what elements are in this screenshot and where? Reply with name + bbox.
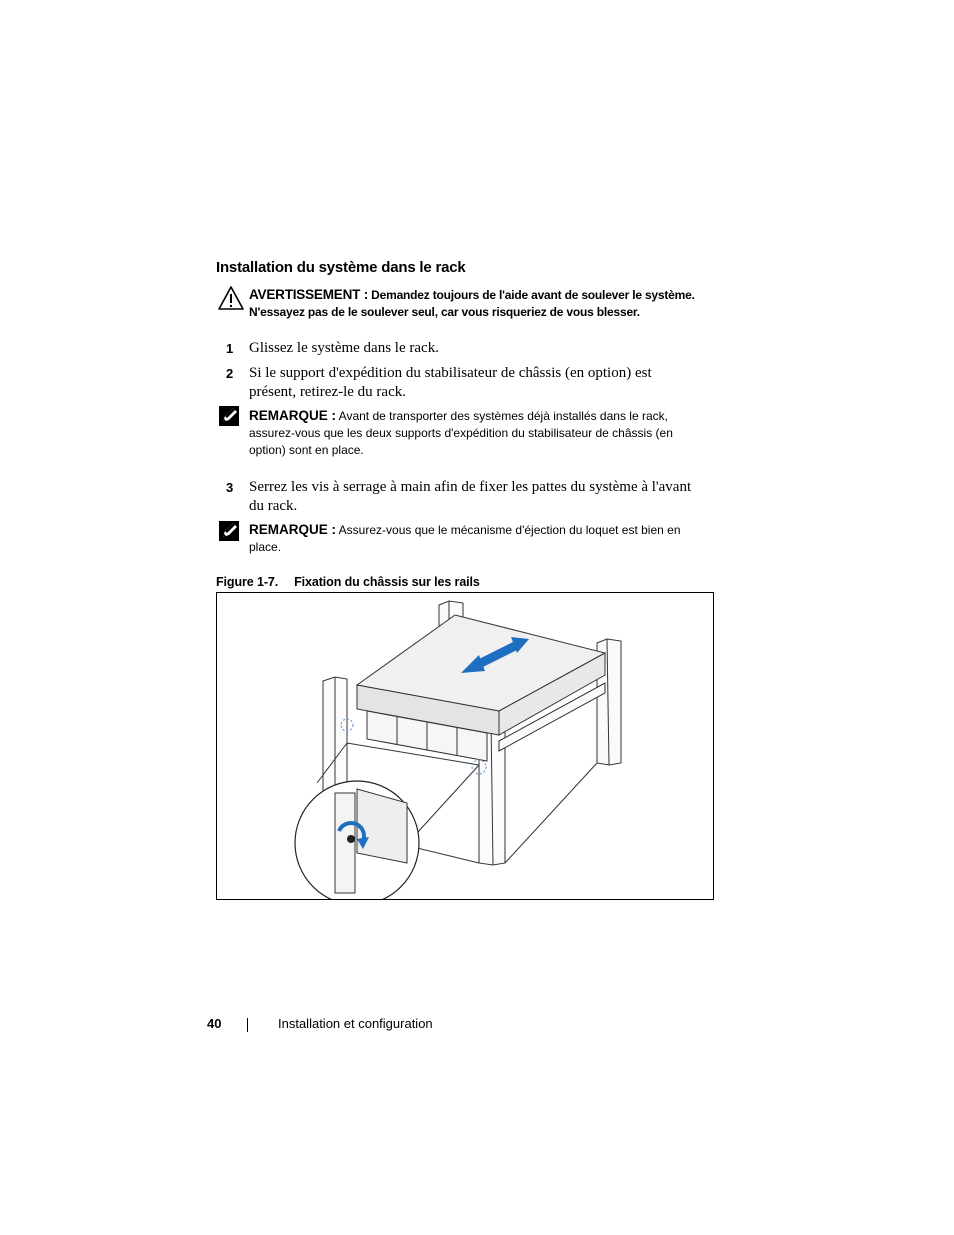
figure-caption <box>216 575 480 589</box>
note-pencil-icon <box>218 405 240 427</box>
step-number: 1 <box>226 341 234 356</box>
note-label: REMARQUE : <box>249 408 336 423</box>
page-number: 40 <box>207 1016 222 1031</box>
note-2 <box>249 521 689 556</box>
warning-label: AVERTISSEMENT : <box>249 287 369 302</box>
note-pencil-icon <box>218 520 240 542</box>
warning-line1: Demandez toujours de l'aide avant de soulever le système. <box>371 288 695 302</box>
note-1 <box>249 407 709 459</box>
footer-chapter: Installation et configuration <box>278 1016 433 1031</box>
warning-triangle-icon <box>218 285 244 311</box>
note-label: REMARQUE : <box>249 522 336 537</box>
step-text: Si le support d'expédition du stabilisateur de châssis (en option) est présent, retirez-le du rack. <box>249 365 652 400</box>
warning-block <box>249 286 709 321</box>
footer-separator <box>247 1018 248 1032</box>
step-text: Glissez le système dans le rack. <box>249 340 439 356</box>
step-text: Serrez les vis à serrage à main afin de fixer les pattes du système à l'avant du rack. <box>249 479 692 514</box>
rack-illustration <box>217 593 714 900</box>
note-text: Assurez-vous que le mécanisme d'éjection du loquet est bien en place. <box>249 523 681 554</box>
figure-title: Fixation du châssis sur les rails <box>294 575 480 589</box>
figure-number: Figure 1-7. <box>216 575 279 589</box>
step-number: 2 <box>226 366 234 381</box>
step-number: 3 <box>226 480 234 495</box>
figure-illustration <box>216 592 714 900</box>
section-title: Installation du système dans le rack <box>216 259 466 276</box>
note-text: Avant de transporter des systèmes déjà installés dans le rack, assurez-vous que les deux supports d'expédition du stabilisateur de châssis (en option) sont en place. <box>249 409 673 457</box>
warning-line2: N'essayez pas de le soulever seul, car vous risqueriez de vous blesser. <box>249 305 640 319</box>
